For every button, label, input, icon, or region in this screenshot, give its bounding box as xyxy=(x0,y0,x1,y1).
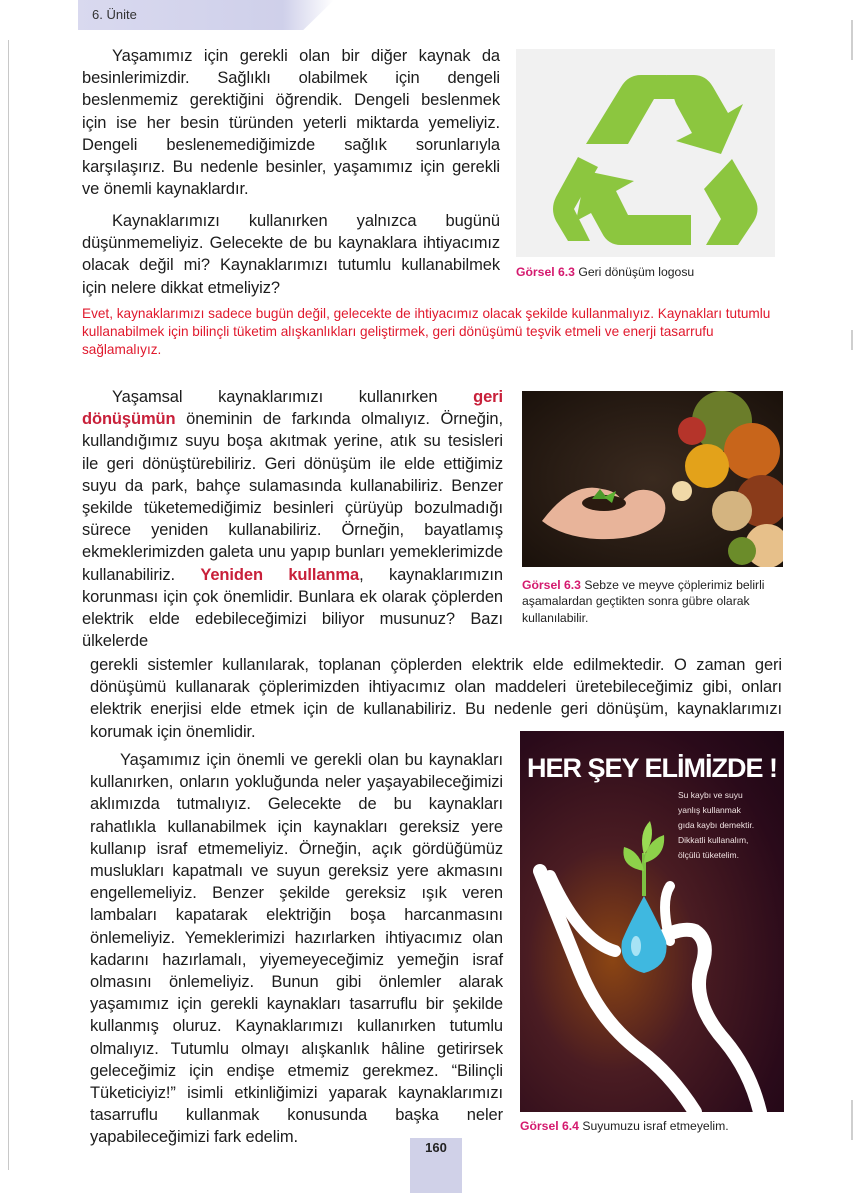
poster-title: HER ŞEY ELİMİZDE ! xyxy=(526,753,778,783)
text-run: Yaşamsal kaynaklarımızı kullanırken xyxy=(112,388,474,406)
figure-label: Görsel 6.3 xyxy=(516,265,575,279)
unit-label: 6. Ünite xyxy=(92,7,137,22)
poster-image xyxy=(520,731,784,1112)
figure-caption xyxy=(522,577,784,626)
figure-label: Görsel 6.4 xyxy=(520,1119,579,1133)
paragraph-recycling-continued: gerekli sistemler kullanılarak, toplanan çöplerden elektrik elde edilmektedir. O zaman geri dönüşümü kullanarak çöplerimizden ihtiyacımız olan maddeleri üretebileceğimiz gibi, onları elektrik enerjisi elde etmek için de kullanabiliriz. Bu nedenle geri dönüşüm, kaynaklarımızı korumak için önemlidir. xyxy=(90,656,782,741)
right-margin-tick xyxy=(851,20,853,60)
paragraph-food-resources: Yaşamımız için gerekli olan bir diğer kaynak da besinlerimizdir. Sağlıklı olabilmek için dengeli beslenmemiz gerektiğini öğrendik. Dengeli beslenmek için ise her besin türünden yeterli miktarda yemeliyiz. Dengeli beslenemediğimizde sağlık sorunlarıyla karşılaşırız. Bu nedenle besinler, yaşamımız için gerekli ve önemli kaynaklardır. xyxy=(82,47,500,199)
poster-line: Dikkatli kullanalım, xyxy=(678,835,749,845)
answer-text: Evet, kaynaklarımızı sadece bugün değil, gelecekte de ihtiyacımız olacak şekilde kullanmalıyız. Kaynakları tutumlu kullanabilmek için bilinçli tüketim alışkanlıkları geliştirmek, geri dönüşümü teşvik etmeli ve enerji tasarrufu sağlamalıyız. xyxy=(82,306,771,357)
highlight-term: geri dönüşümün xyxy=(82,388,503,429)
poster-line: ölçülü tüketelim. xyxy=(678,850,739,860)
poster-line: gıda kaybı demektir. xyxy=(678,820,755,830)
paragraph-saving-resources: Yaşamımız için önemli ve gerekli olan bu kaynakları kullanırken, onların yokluğunda neler yaşayabileceğimizi aklımızda tutmalıyız. Gelecekte de bu kaynakları rahatlıkla kullanabilmek için kaynakları gereksiz yere kullanıp israf etmemeliyiz. Örneğin, açık gördüğümüz muslukları kapatmalı ve suyun gereksiz yere akmasını engellemeliyiz. Benzer şekilde gereksiz ışık veren lambaları kapatarak elektriğin boşa harcanmasını önlemeliyiz. Yemeklerimizi hazırlarken ihtiyacımız olan kadarını hazırlamalı, yiyemeyeceğimiz yemeğin israf olmasını önlemeliyiz. Bunun gibi önlemler alarak yaşamımız için gerekli kaynakları tasarruflu bir şekilde kullanmış oluruz. Kaynaklarımızı kullanırken tutumlu olmalıyız. Tutumlu olmayı alışkanlık hâline getirirsek geleceğimiz için endişe etmemiz gerekmez. “Bilinçli Tüketiciyiz!” isimli etkinliğimizi yaparak kaynaklarımızı tasarruflu kullanmak konusunda başka neler yapabileceğimizi fark edelim. xyxy=(90,751,503,1147)
text-run: , kaynaklarımızın korunması için çok önemlidir. Bunlara ek olarak çöplerden elektrik elde edebileceğimizi biliyor musunuz? Bazı ülkelerde xyxy=(82,565,503,651)
figure-label: Görsel 6.3 xyxy=(522,578,581,592)
page-number: 160 xyxy=(425,1140,447,1155)
paragraph-recycling xyxy=(82,386,503,652)
figure-caption-text: Suyumuzu israf etmeyelim. xyxy=(582,1119,729,1133)
highlight-term: Yeniden kullanma xyxy=(200,565,360,584)
left-margin-rule xyxy=(8,40,9,1170)
figure-caption xyxy=(516,264,778,280)
paragraph-question: Kaynaklarımızı kullanırken yalnızca bugünü düşünmemeliyiz. Gelecekte de bu kaynaklara ihtiyacımız olacak değil mi? Kaynaklarımızı tutumlu kullanabilmek için nelere dikkat etmeliyiz? xyxy=(82,212,500,297)
right-margin-tick xyxy=(851,1100,853,1140)
compost-image xyxy=(522,391,783,567)
poster-line: Su kaybı ve suyu xyxy=(678,790,743,800)
hand-water-drop-illustration xyxy=(520,791,784,1112)
recycle-logo-image xyxy=(516,49,775,257)
right-margin-tick xyxy=(851,330,853,350)
recycle-icon xyxy=(516,49,775,257)
text-run: öneminin de farkında olmalıyız. Örneğin, kullandığımız suyu boşa akıtmak yerine, atık su tesisleri ile geri dönüştürebiliriz. Geri dönüşüm ile elde ettiğimiz suyu da park, bahçe sulamasında kullanabiliriz. Benzer şekilde tüketemediğimiz besinleri çürüyüp bozulmadığı sürece yeniden kullanabiliriz. Örneğin, bayatlamış ekmeklerimizden galeta unu yapıp bunları yemeklerimizde kullanabiliriz. xyxy=(82,410,503,584)
figure-caption-text: Geri dönüşüm logosu xyxy=(578,265,695,279)
figure-caption-text: Sebze ve meyve çöplerimiz belirli aşamalardan geçtikten sonra gübre olarak kullanılabilir. xyxy=(522,578,765,625)
poster-line: yanlış kullanmak xyxy=(678,805,741,815)
figure-caption xyxy=(520,1118,784,1134)
compost-hands-illustration xyxy=(522,391,783,567)
